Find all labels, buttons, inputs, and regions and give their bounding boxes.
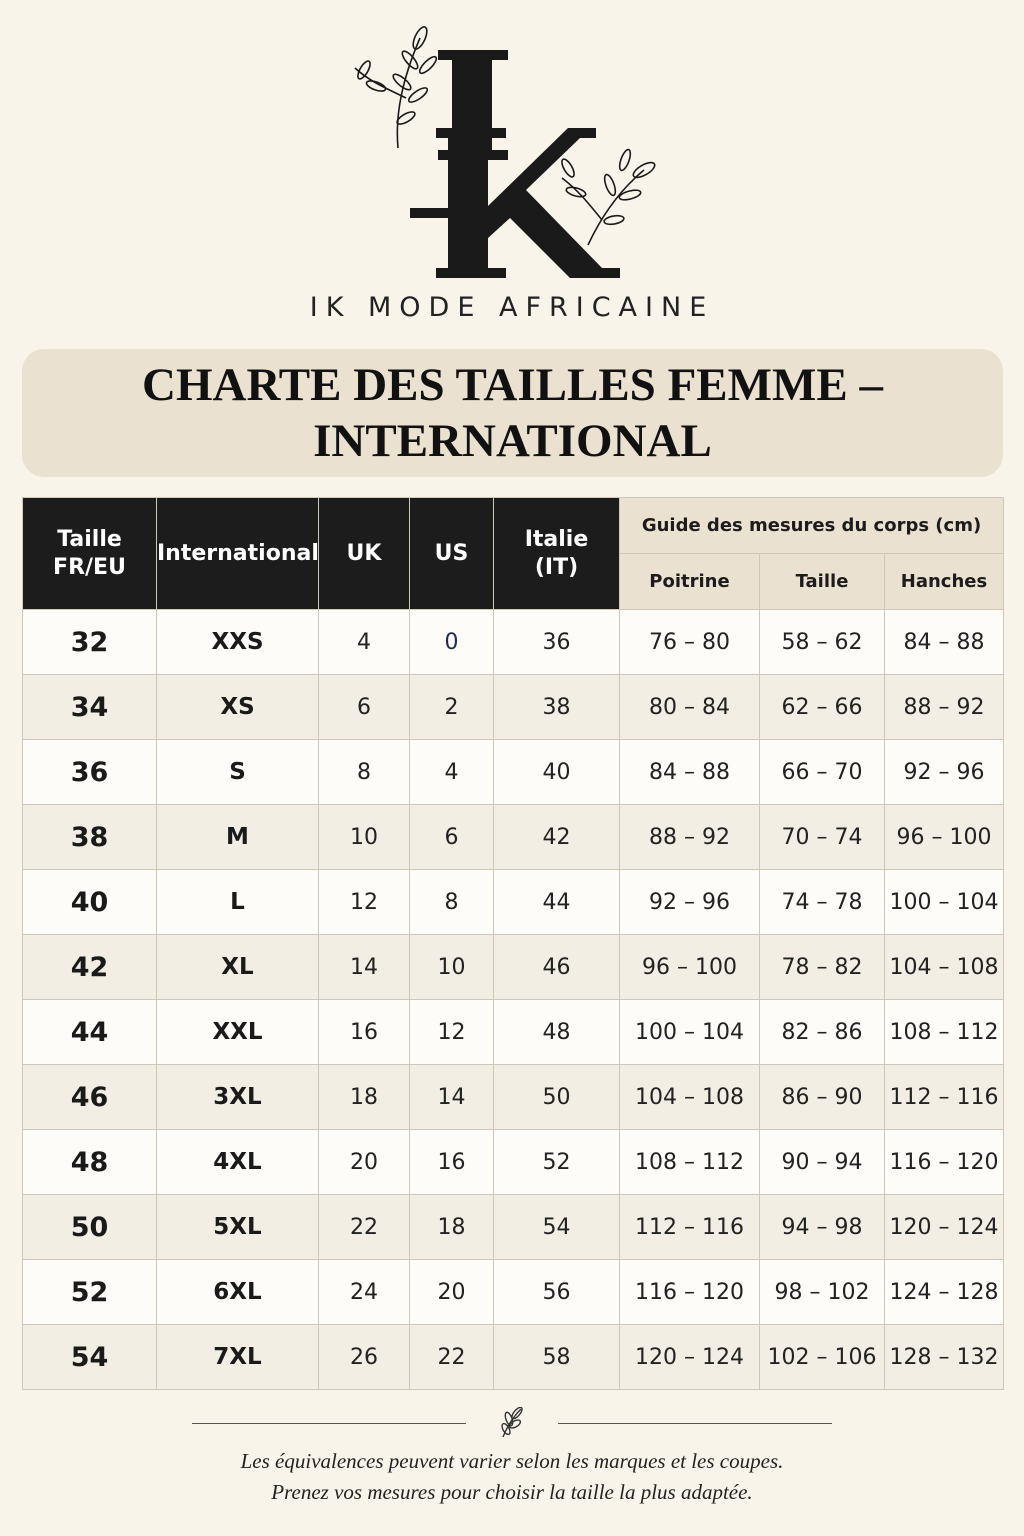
size-international-cell: S: [157, 740, 319, 805]
size-us-cell: 6: [410, 805, 494, 870]
size-fr-eu-cell: 42: [23, 935, 157, 1000]
measure-poitrine-cell: 112 – 116: [620, 1195, 760, 1260]
table-row: [23, 1065, 1004, 1130]
measure-taille-cell: 78 – 82: [760, 935, 885, 1000]
size-us-cell: 20: [410, 1260, 494, 1325]
header-italie: Italie (IT): [494, 498, 620, 610]
size-fr-eu-cell: 38: [23, 805, 157, 870]
table-row: [23, 610, 1004, 675]
table-row: [23, 675, 1004, 740]
size-uk-cell: 20: [319, 1130, 410, 1195]
size-us-cell: 22: [410, 1325, 494, 1390]
measure-poitrine-cell: 104 – 108: [620, 1065, 760, 1130]
size-international-cell: M: [157, 805, 319, 870]
measure-poitrine-cell: 80 – 84: [620, 675, 760, 740]
size-international-cell: XL: [157, 935, 319, 1000]
size-fr-eu-cell: 40: [23, 870, 157, 935]
measure-taille-cell: 58 – 62: [760, 610, 885, 675]
size-fr-eu-cell: 34: [23, 675, 157, 740]
leaf-sprig-icon: [497, 1407, 525, 1439]
measure-hanches-cell: 124 – 128: [885, 1260, 1004, 1325]
footnote-line-2: Prenez vos mesures pour choisir la taille la plus adaptée.: [271, 1480, 753, 1504]
table-row: [23, 805, 1004, 870]
brand-logo: [340, 20, 684, 290]
size-us-cell: 4: [410, 740, 494, 805]
measure-hanches-cell: 96 – 100: [885, 805, 1004, 870]
size-us-cell: 12: [410, 1000, 494, 1065]
size-us-cell: 2: [410, 675, 494, 740]
measure-hanches-cell: 112 – 116: [885, 1065, 1004, 1130]
footnote-line-1: Les équivalences peuvent varier selon les marques et les coupes.: [240, 1449, 784, 1473]
table-row: [23, 935, 1004, 1000]
size-italie-cell: 52: [494, 1130, 620, 1195]
size-us-cell: 8: [410, 870, 494, 935]
table-row: [23, 740, 1004, 805]
measure-taille-cell: 62 – 66: [760, 675, 885, 740]
measure-taille-cell: 102 – 106: [760, 1325, 885, 1390]
brand-name: IK MODE AFRICAINE: [309, 292, 715, 323]
measure-poitrine-cell: 96 – 100: [620, 935, 760, 1000]
header-us: US: [410, 498, 494, 610]
size-uk-cell: 26: [319, 1325, 410, 1390]
footer-divider-left: [192, 1423, 466, 1424]
size-italie-cell: 46: [494, 935, 620, 1000]
table-row: [23, 870, 1004, 935]
size-us-cell: 16: [410, 1130, 494, 1195]
size-international-cell: 6XL: [157, 1260, 319, 1325]
size-italie-cell: 36: [494, 610, 620, 675]
measure-hanches-cell: 108 – 112: [885, 1000, 1004, 1065]
size-italie-cell: 54: [494, 1195, 620, 1260]
size-italie-cell: 44: [494, 870, 620, 935]
size-fr-eu-cell: 32: [23, 610, 157, 675]
size-us-cell: 10: [410, 935, 494, 1000]
measure-hanches-cell: 88 – 92: [885, 675, 1004, 740]
measure-hanches-cell: 84 – 88: [885, 610, 1004, 675]
table-row: [23, 1000, 1004, 1065]
table-row: [23, 1195, 1004, 1260]
size-italie-cell: 40: [494, 740, 620, 805]
size-fr-eu-cell: 36: [23, 740, 157, 805]
measure-taille-cell: 66 – 70: [760, 740, 885, 805]
size-fr-eu-cell: 52: [23, 1260, 157, 1325]
size-fr-eu-cell: 44: [23, 1000, 157, 1065]
table-row: [23, 1260, 1004, 1325]
size-us-cell: 14: [410, 1065, 494, 1130]
header-taille: Taille: [760, 554, 885, 610]
size-international-cell: 3XL: [157, 1065, 319, 1130]
header-international: International: [157, 498, 319, 610]
title-banner: [22, 349, 1003, 477]
measure-hanches-cell: 128 – 132: [885, 1325, 1004, 1390]
table-row: [23, 1325, 1004, 1390]
size-italie-cell: 50: [494, 1065, 620, 1130]
table-row: [23, 1130, 1004, 1195]
measure-hanches-cell: 116 – 120: [885, 1130, 1004, 1195]
size-uk-cell: 10: [319, 805, 410, 870]
size-fr-eu-cell: 46: [23, 1065, 157, 1130]
footer-divider-right: [558, 1423, 832, 1424]
measure-poitrine-cell: 76 – 80: [620, 610, 760, 675]
header-body-guide: Guide des mesures du corps (cm): [620, 498, 1004, 554]
size-chart-table: [22, 497, 1004, 1390]
size-international-cell: 4XL: [157, 1130, 319, 1195]
size-uk-cell: 12: [319, 870, 410, 935]
measure-taille-cell: 82 – 86: [760, 1000, 885, 1065]
size-fr-eu-cell: 54: [23, 1325, 157, 1390]
size-fr-eu-cell: 50: [23, 1195, 157, 1260]
measure-hanches-cell: 120 – 124: [885, 1195, 1004, 1260]
header-poitrine: Poitrine: [620, 554, 760, 610]
leaf-branch-icon: [355, 25, 439, 148]
size-international-cell: 5XL: [157, 1195, 319, 1260]
measure-taille-cell: 90 – 94: [760, 1130, 885, 1195]
header-fr-eu: Taille FR/EU: [23, 498, 157, 610]
size-uk-cell: 16: [319, 1000, 410, 1065]
measure-hanches-cell: 92 – 96: [885, 740, 1004, 805]
measure-taille-cell: 74 – 78: [760, 870, 885, 935]
size-international-cell: L: [157, 870, 319, 935]
size-italie-cell: 58: [494, 1325, 620, 1390]
size-uk-cell: 24: [319, 1260, 410, 1325]
measure-taille-cell: 70 – 74: [760, 805, 885, 870]
size-italie-cell: 48: [494, 1000, 620, 1065]
size-italie-cell: 38: [494, 675, 620, 740]
measure-taille-cell: 86 – 90: [760, 1065, 885, 1130]
size-international-cell: XS: [157, 675, 319, 740]
size-uk-cell: 4: [319, 610, 410, 675]
measure-poitrine-cell: 88 – 92: [620, 805, 760, 870]
size-italie-cell: 56: [494, 1260, 620, 1325]
measure-poitrine-cell: 116 – 120: [620, 1260, 760, 1325]
measure-taille-cell: 94 – 98: [760, 1195, 885, 1260]
size-uk-cell: 18: [319, 1065, 410, 1130]
measure-poitrine-cell: 100 – 104: [620, 1000, 760, 1065]
size-uk-cell: 8: [319, 740, 410, 805]
measure-hanches-cell: 104 – 108: [885, 935, 1004, 1000]
page-title: CHARTE DES TAILLES FEMME – INTERNATIONAL: [142, 359, 883, 467]
size-international-cell: XXS: [157, 610, 319, 675]
size-international-cell: 7XL: [157, 1325, 319, 1390]
size-uk-cell: 14: [319, 935, 410, 1000]
size-fr-eu-cell: 48: [23, 1130, 157, 1195]
size-uk-cell: 6: [319, 675, 410, 740]
header-hanches: Hanches: [885, 554, 1004, 610]
size-us-cell: 18: [410, 1195, 494, 1260]
size-uk-cell: 22: [319, 1195, 410, 1260]
measure-poitrine-cell: 84 – 88: [620, 740, 760, 805]
header-uk: UK: [319, 498, 410, 610]
measure-poitrine-cell: 120 – 124: [620, 1325, 760, 1390]
measure-poitrine-cell: 108 – 112: [620, 1130, 760, 1195]
measure-hanches-cell: 100 – 104: [885, 870, 1004, 935]
size-us-cell: 0: [410, 610, 494, 675]
measure-poitrine-cell: 92 – 96: [620, 870, 760, 935]
size-international-cell: XXL: [157, 1000, 319, 1065]
measure-taille-cell: 98 – 102: [760, 1260, 885, 1325]
size-italie-cell: 42: [494, 805, 620, 870]
